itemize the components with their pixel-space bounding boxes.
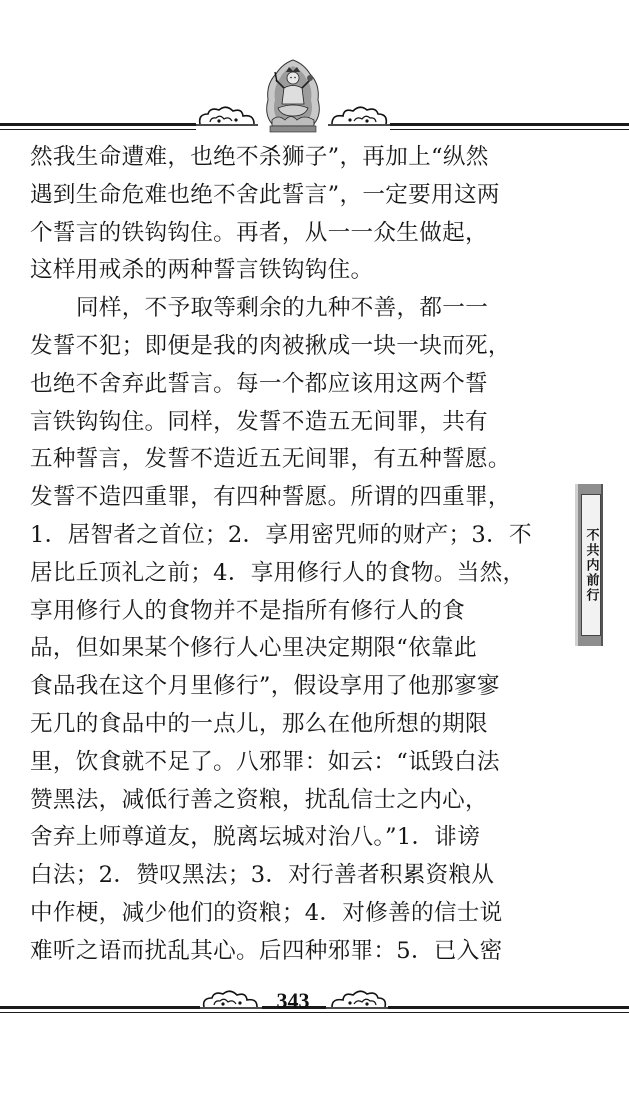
text-line: 遇到生命危难也绝不舍此誓言”，一定要用这两 (30, 181, 500, 208)
text-line: 里，饮食就不足了。八邪罪：如云：“诋毁白法 (30, 748, 500, 775)
text-line: 舍弃上师尊道友，脱离坛城对治八。”1．诽谤 (30, 824, 481, 851)
chapter-side-tab (575, 484, 603, 646)
text-line: 无几的食品中的一点儿，那么在他所想的期限 (30, 710, 488, 737)
text-line: 也绝不舍弃此誓言。每一个都应该用这两个誓 (30, 370, 488, 397)
deity-figure-icon (258, 58, 328, 134)
paragraph-start-line: 同样，不予取等剩余的九种不善，都一一 (76, 295, 489, 322)
text-line: 难听之语而扰乱其心。后四种邪罪：5．已入密 (30, 937, 503, 964)
page-body (30, 139, 560, 971)
text-line: 1．居智者之首位；2．享用密咒师的财产；3．不 (30, 521, 532, 548)
footer-cloud-right-icon (326, 988, 388, 1012)
text-line: 中作梗，减少他们的资粮；4．对修善的信士说 (30, 899, 503, 926)
text-line: 这样用戒杀的两种誓言铁钩钩住。 (30, 257, 374, 284)
text-line: 品，但如果某个修行人心里决定期限“依靠此 (30, 635, 477, 662)
text-line: 居比丘顶礼之前；4．享用修行人的食物。当然， (30, 559, 526, 586)
text-line: 五种誓言，发誓不造近五无间罪，有五种誓愿。 (30, 446, 511, 473)
chapter-side-tab-label: 不共内前行 (581, 494, 601, 636)
footer-cloud-left-icon (200, 988, 262, 1012)
text-line: 食品我在这个月里修行”，假设享用了他那寥寥 (30, 673, 500, 700)
text-line: 发誓不造四重罪，有四种誓愿。所谓的四重罪， (30, 484, 511, 511)
text-line: 发誓不犯；即便是我的肉被揪成一块一块而死， (30, 332, 511, 359)
cloud-left-icon (196, 104, 260, 130)
text-line: 享用修行人的食物并不是指所有修行人的食 (30, 597, 465, 624)
text-line: 赞黑法，减低行善之资粮，扰乱信士之内心， (30, 786, 488, 813)
cloud-right-icon (326, 104, 390, 130)
text-line: 个誓言的铁钩钩住。再者，从一一众生做起， (30, 219, 488, 246)
text-line: 言铁钩钩住。同样，发誓不造五无间罪，共有 (30, 408, 488, 435)
text-line: 白法；2．赞叹黑法；3．对行善者积累资粮从 (30, 862, 495, 889)
page-number: 343 (276, 988, 310, 1013)
text-line: 然我生命遭难，也绝不杀狮子”，再加上“纵然 (30, 144, 489, 170)
